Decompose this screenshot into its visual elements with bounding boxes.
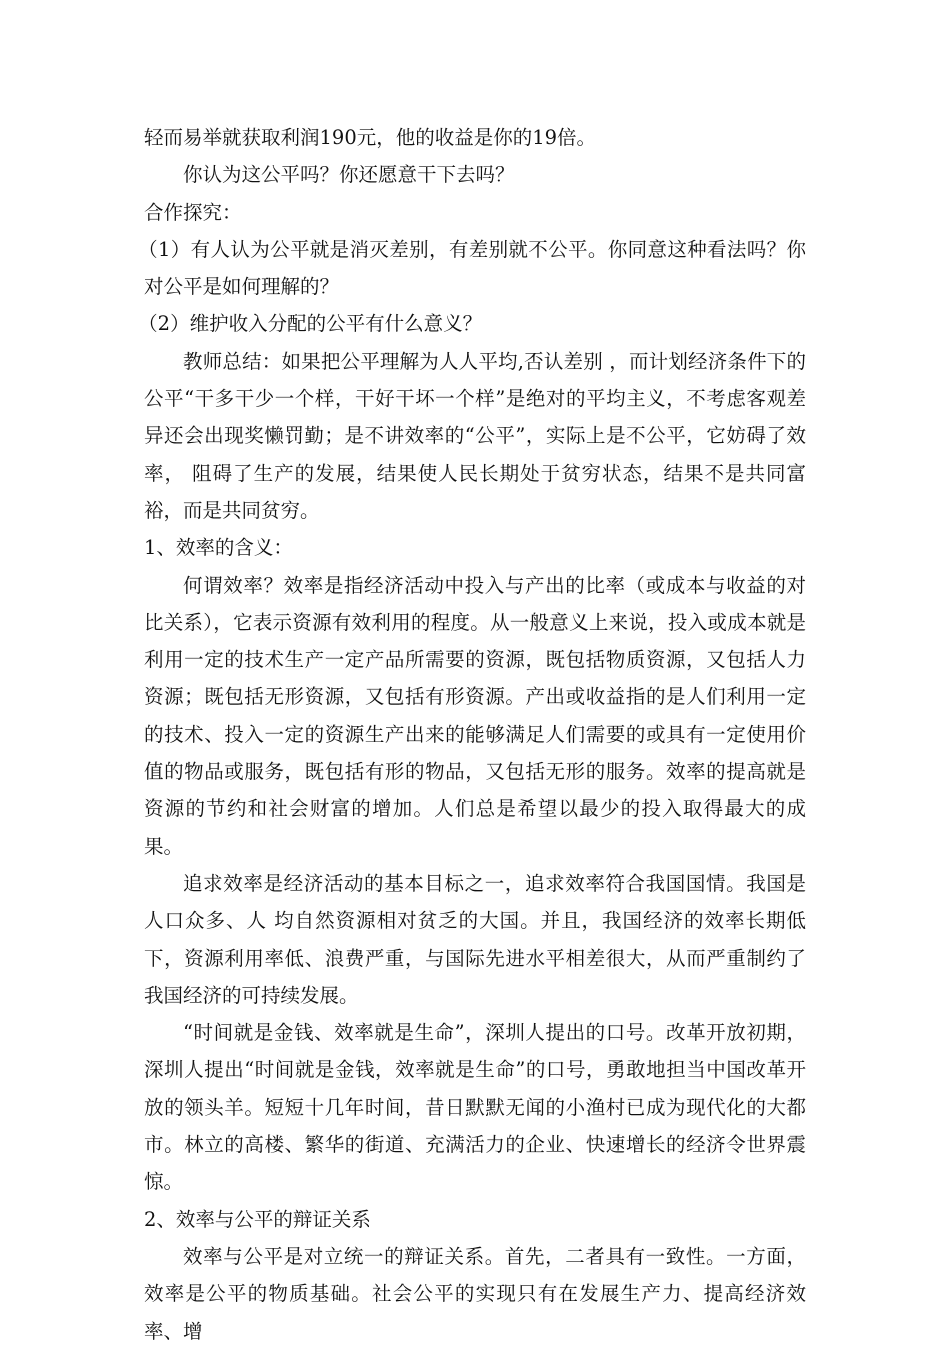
paragraph: 追求效率是经济活动的基本目标之一，追求效率符合我国国情。我国是人口众多、人 均自然资源相对贫乏的大国。并且，我国经济的效率长期低下，资源利用率低、浪费严重，与国际先进水平相差很大，从而严重制约了我国经济的可持续发展。 xyxy=(144,871,806,1007)
section-heading: 1、效率的含义： xyxy=(144,536,293,560)
paragraph: 效率与公平是对立统一的辩证关系。首先，二者具有一致性。一方面，效率是公平的物质基础。社会公平的实现只有在发展生产力、提高经济效率、增 xyxy=(144,1244,806,1343)
paragraph: 你认为这公平吗？你还愿意干下去吗？ xyxy=(183,163,515,187)
paragraph: “时间就是金钱、效率就是生命”，深圳人提出的口号。改革开放初期，深圳人提出“时间就是金钱，效率就是生命”的口号，勇敢地担当中国改革开放的领头羊。短短十几年时间，昔日默默无闻的小渔村已成为现代化的大都市。林立的高楼、繁华的街道、充满活力的企业、快速增长的经济令世界震惊。 xyxy=(144,1021,806,1194)
paragraph: 教师总结：如果把公平理解为人人平均,否认差别 ，而计划经济条件下的公平“干多干少一个样，干好干坏一个样”是绝对的平均主义，不考虑客观差异还会出现奖懒罚勤；是不讲效率的“公平”，实际上是不公平，它妨碍了效率， 阻碍了生产的发展，结果使人民长期处于贫穷状态，结果不是共同富裕，而是共同贫穷。 xyxy=(144,349,806,522)
paragraph: 轻而易举就获取利润190元，他的收益是你的19倍。 xyxy=(144,126,597,149)
section-heading: 2、效率与公平的辩证关系 xyxy=(144,1207,371,1231)
question-item: （1）有人认为公平就是消灭差别，有差别就不公平。你同意这种看法吗？你对公平是如何理解的？ xyxy=(138,237,806,299)
section-heading: 合作探究： xyxy=(144,200,242,224)
document-body xyxy=(138,119,806,1350)
paragraph: 何谓效率？效率是指经济活动中投入与产出的比率（或成本与收益的对比关系），它表示资源有效利用的程度。从一般意义上来说，投入或成本就是利用一定的技术生产一定产品所需要的资源，既包括物质资源，又包括人力资源；既包括无形资源，又包括有形资源。产出或收益指的是人们利用一定的技术、投入一定的资源生产出来的能够满足人们需要的或具有一定使用价值的物品或服务，既包括有形的物品，又包括无形的服务。效率的提高就是资源的节约和社会财富的增加。人们总是希望以最少的投入取得最大的成果。 xyxy=(144,573,806,858)
question-item: （2）维护收入分配的公平有什么意义？ xyxy=(138,312,483,336)
